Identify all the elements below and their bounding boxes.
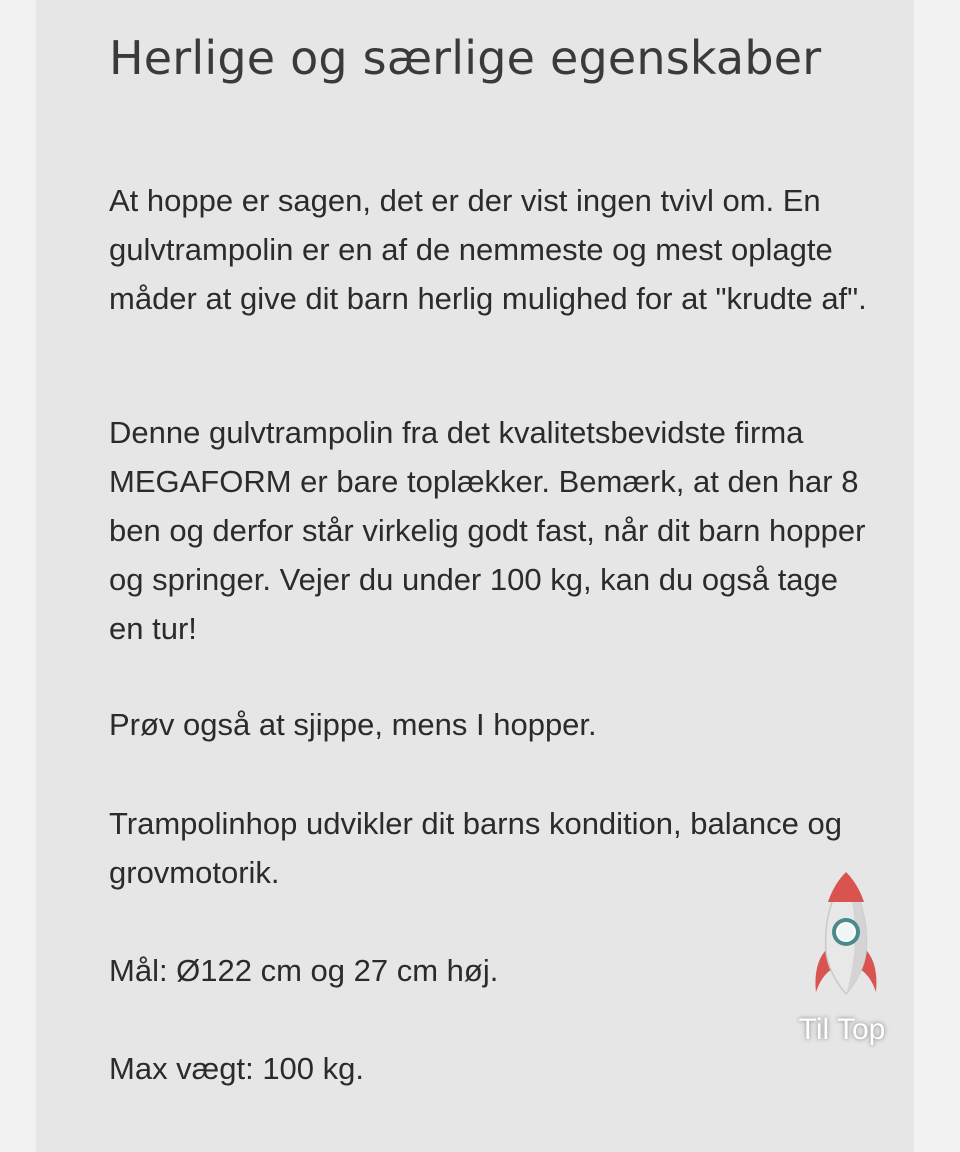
to-top-label: Til Top (798, 1013, 886, 1046)
scroll-to-top-button[interactable] (786, 868, 898, 1058)
paragraph-tip: Prøv også at sjippe, mens I hopper. (109, 707, 597, 742)
section-heading: Herlige og særlige egenskaber (109, 31, 822, 85)
paragraph-intro: At hoppe er sagen, det er der vist ingen tvivl om. En gulvtrampolin er en af de nemmeste og mest oplagte måder at give dit barn herlig mulighed for at "krudte af". (109, 183, 867, 316)
paragraph-dimensions: Mål: Ø122 cm og 27 cm høj. (109, 953, 499, 988)
paragraph-benefits: Trampolinhop udvikler dit barns kondition, balance og grovmotorik. (109, 806, 842, 890)
paragraph-max-weight: Max vægt: 100 kg. (109, 1051, 365, 1086)
paragraph-product-description: Denne gulvtrampolin fra det kvalitetsbevidste firma MEGAFORM er bare toplækker. Bemærk, at den har 8 ben og derfor står virkelig godt fast, når dit barn hopper og springer. Vejer du under 100 kg, kan du også tage en tur! (109, 415, 866, 646)
rocket-icon (810, 868, 882, 998)
